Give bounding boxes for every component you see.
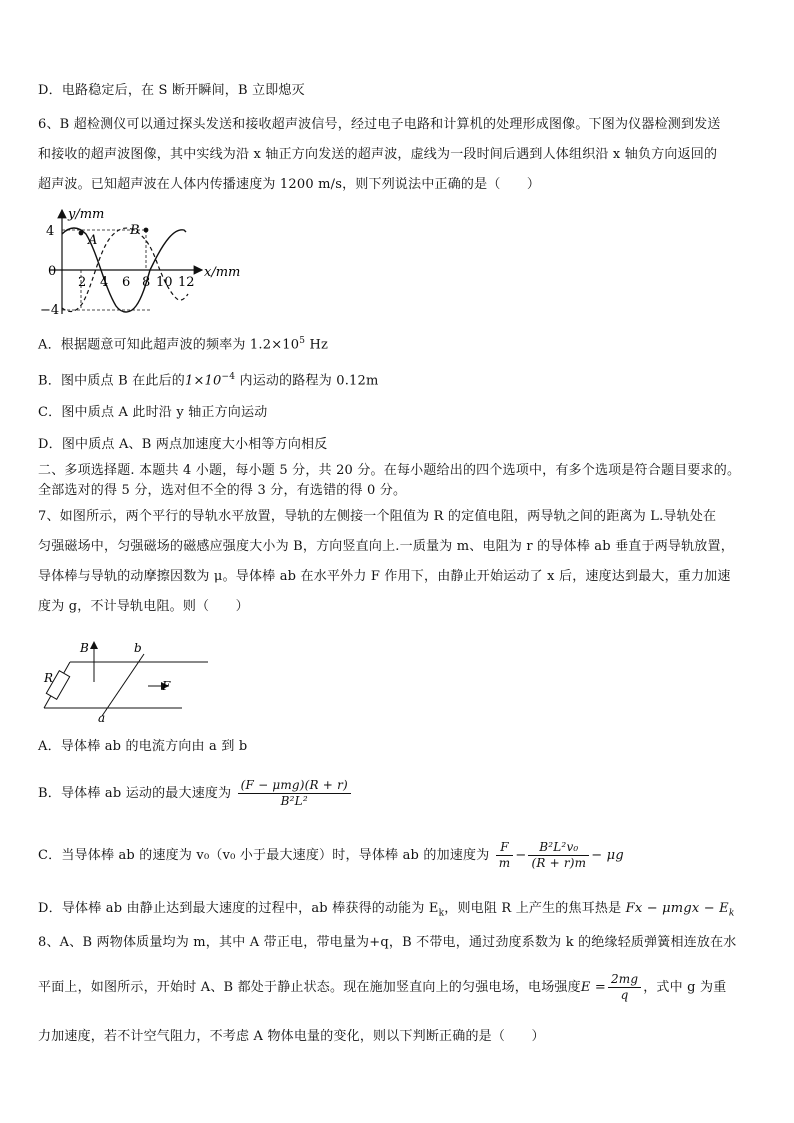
section2-line2: 全部选对的得 5 分，选对但不全的得 3 分，有选错的得 0 分。 xyxy=(38,483,407,498)
label-b-end: b xyxy=(134,641,142,655)
q6-text-line3: 超声波。已知超声波在人体内传播速度为 1200 m/s，则下列说法中正确的是（ ） xyxy=(38,177,541,192)
q7-option-d: D．导体棒 ab 由静止达到最大速度的过程中，ab 棒获得的动能为 $E_k$，则电阻 R 上产生的焦耳热是 $Fx - \mu mgx - E_k$ xyxy=(38,901,735,919)
label-f: F xyxy=(162,679,171,693)
label-b-field: B xyxy=(80,641,89,655)
x-tick-4: 4 xyxy=(100,275,109,290)
q8-text-line3: 力加速度，若不计空气阻力，不考虑 A 物体电量的变化，则以下判断正确的是（ ） xyxy=(38,1029,545,1044)
q6-option-c: C．图中质点 A 此时沿 y 轴正方向运动 xyxy=(38,405,268,420)
y-tick-0: 0 xyxy=(48,264,57,279)
x-tick-2: 2 xyxy=(78,275,87,290)
q7-text-line2: 匀强磁场中，匀强磁场的磁感应强度大小为 B，方向竖直向上.一质量为 m、电阻为 r 的导体棒 ab 垂直于两导轨放置， xyxy=(38,539,734,554)
q6-option-d: D．图中质点 A、B 两点加速度大小相等方向相反 xyxy=(38,437,328,452)
label-r: R xyxy=(44,671,54,685)
q6-wave-graph xyxy=(30,204,250,322)
q6-text-line2: 和接收的超声波图像，其中实线为沿 x 轴正方向发送的超声波，虚线为一段时间后遇到人体组织沿 x 轴负方向返回的 xyxy=(38,147,718,162)
y-axis-label: y/mm xyxy=(68,207,105,222)
q7-text-line1: 7、如图所示，两个平行的导轨水平放置，导轨的左侧接一个阻值为 R 的定值电阻，两导轨之间的距离为 L.导轨处在 xyxy=(38,509,717,524)
rod-ab xyxy=(102,654,144,716)
x-axis-label: x/mm xyxy=(204,265,241,280)
x-tick-8: 8 xyxy=(142,275,151,290)
q6-option-b: B．图中质点 B 在此后的$1\times 10^{-4}$ 内运动的路程为 0.12m xyxy=(38,372,379,389)
q7-rail-diagram xyxy=(36,632,216,724)
x-tick-12: 12 xyxy=(178,275,195,290)
x-tick-10: 10 xyxy=(156,275,173,290)
q7-option-c: C．当导体棒 ab 的速度为 v₀（v₀ 小于最大速度）时，导体棒 ab 的加速度为 $\frac{F}{m}$ − $\frac{\text{B²L²v₀}}{(R + r)m}$ − μg xyxy=(38,840,624,870)
q7-option-b: B．导体棒 ab 运动的最大速度为 $\frac{\text{(F − μmg)(R + r)}}{\text{B²L²}}$ xyxy=(38,776,353,812)
q7-text-line3: 导体棒与导轨的动摩擦因数为 μ。导体棒 ab 在水平外力 F 作用下，由静止开始运动了 x 后，速度达到最大，重力加速 xyxy=(38,569,731,584)
q6-text-line1: 6、B 超检测仪可以通过探头发送和接收超声波信号，经过电子电路和计算机的处理形成图像。下图为仪器检测到发送 xyxy=(38,117,721,132)
q7-text-line4: 度为 g，不计导轨电阻。则（ ） xyxy=(38,599,249,614)
y-tick-neg4: −4 xyxy=(40,303,60,318)
prev-option-d: D．电路稳定后，在 S 断开瞬间，B 立即熄灭 xyxy=(38,83,305,98)
q8-text-line1: 8、A、B 两物体质量均为 m，其中 A 带正电，带电量为+q，B 不带电，通过劲度系数为 k 的绝缘轻质弹簧相连放在水 xyxy=(38,935,737,950)
q6-option-a: A．根据题意可知此超声波的频率为 $1.2\times 10^5$ Hz xyxy=(38,336,329,353)
point-b-label: B xyxy=(130,223,140,238)
point-a-label: A xyxy=(88,233,98,248)
section2-line1: 二、多项选择题. 本题共 4 小题，每小题 5 分，共 20 分。在每小题给出的四个选项中，有多个选项是符合题目要求的。 xyxy=(38,463,741,478)
q8-text-line2: 平面上，如图所示，开始时 A、B 都处于静止状态。现在施加竖直向上的匀强电场，电场强度E = $\frac{2mg}{q}$ ，式中 g 为重 xyxy=(38,972,727,1002)
label-a-end: a xyxy=(98,711,106,724)
x-tick-6: 6 xyxy=(122,275,131,290)
y-tick-4: 4 xyxy=(46,224,55,239)
q7-option-a: A．导体棒 ab 的电流方向由 a 到 b xyxy=(38,739,248,754)
